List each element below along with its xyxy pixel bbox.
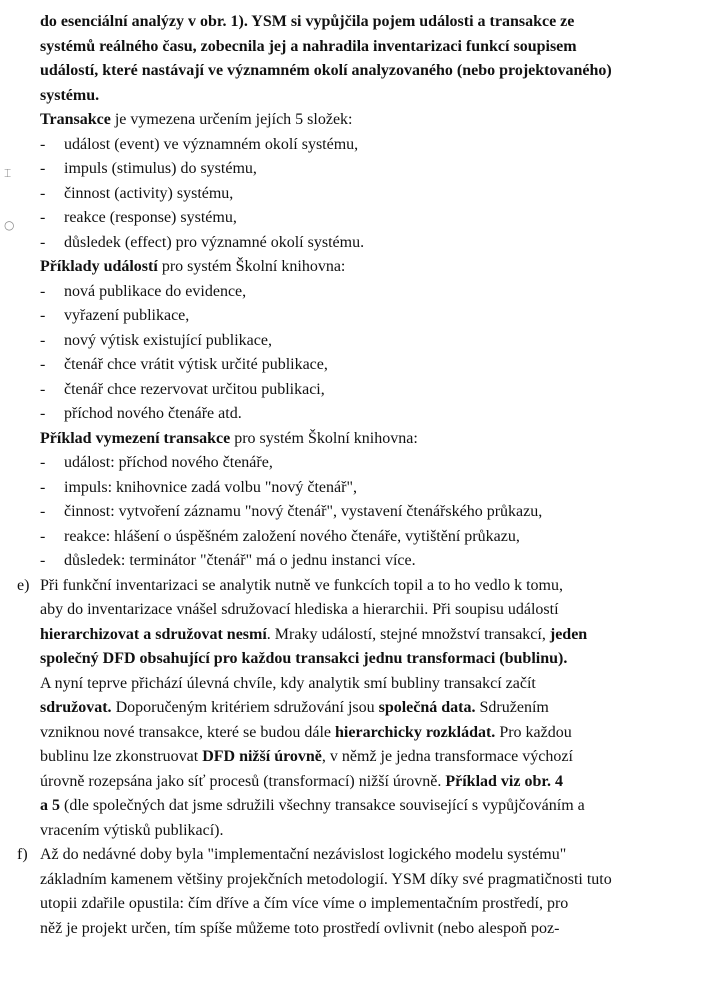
- section-e-line: [40, 696, 704, 721]
- list-item-text: událost (event) ve významném okolí systému,: [64, 135, 359, 153]
- text-run: systému.: [40, 86, 100, 104]
- text-run: , v němž je jedna transformace výchozí: [321, 748, 573, 765]
- margin-mark-icon: ⌶: [4, 166, 12, 180]
- text-run: systémů reálného času, zobecnila jej a nahradila inventarizaci funkcí soupisem: [40, 37, 577, 55]
- section-e-line: [40, 819, 704, 844]
- list-item: [40, 329, 704, 354]
- text-run: Až do nedávné doby byla "implementační nezávislost logického modelu systému": [40, 846, 567, 863]
- list-dash: -: [40, 405, 46, 422]
- text-run: Příklady událostí: [40, 258, 158, 275]
- vymezeni-heading: [40, 427, 704, 452]
- text-run: společný DFD obsahující pro každou transakci jednu transformaci (bublinu).: [40, 650, 568, 667]
- list-item-text: důsledek (effect) pro významné okolí systému.: [64, 233, 365, 251]
- section-e-marker: e): [17, 576, 30, 594]
- text-run: Transakce: [40, 111, 111, 128]
- text-run: (dle společných dat jsme sdružili všechny transakce související s vypůjčováním a: [60, 797, 585, 814]
- section-f-marker: f): [17, 846, 28, 863]
- list-item-text: událost: příchod nového čtenáře,: [64, 454, 273, 471]
- list-item-text: čtenář chce vrátit výtisk určité publikace,: [64, 356, 328, 373]
- list-dash: -: [40, 356, 46, 373]
- list-item-text: činnost (activity) systému,: [64, 184, 234, 202]
- list-item-text: impuls: knihovnice zadá volbu "nový čtenář",: [64, 478, 357, 496]
- list-dash: -: [40, 527, 46, 545]
- text-run: Příklad vymezení transakce: [40, 429, 231, 447]
- list-item: [40, 525, 704, 550]
- text-run: A nyní teprve přichází úlevná chvíle, kdy analytik smí bubliny transakcí začít: [40, 674, 536, 692]
- list-item: [40, 451, 704, 476]
- section-e-line: [40, 647, 704, 672]
- list-dash: -: [40, 160, 46, 177]
- text-run: Sdružením: [475, 699, 549, 716]
- section-e-line: [40, 745, 704, 770]
- list-item-text: reakce (response) systému,: [64, 209, 237, 226]
- intro-line: [40, 10, 704, 35]
- list-item: [40, 378, 704, 403]
- text-run: úrovně rozepsána jako síť procesů (transformací) nižší úrovně.: [40, 772, 446, 790]
- section-f-line: [40, 868, 704, 893]
- text-run: aby do inventarizace vnášel sdružovací hlediska a hierarchii. Při soupisu událostí: [40, 601, 559, 618]
- section-e-line: [40, 623, 704, 648]
- list-dash: -: [40, 552, 46, 569]
- section-e-line: [40, 794, 704, 819]
- list-dash: -: [40, 503, 46, 520]
- list-item-text: činnost: vytvoření záznamu "nový čtenář", vystavení čtenářského průkazu,: [64, 503, 543, 520]
- list-item: [40, 500, 704, 525]
- list-item: [40, 231, 704, 256]
- text-run: sdružovat.: [40, 699, 112, 716]
- section-f-line: [40, 892, 704, 917]
- text-run: společná data.: [378, 699, 476, 716]
- text-run: je vymezena určením jejích 5 složek:: [110, 111, 353, 128]
- list-dash: -: [40, 380, 46, 398]
- section-f-line: [40, 917, 704, 942]
- section-e-line: [40, 672, 704, 697]
- text-run: Příklad viz obr. 4: [445, 772, 563, 790]
- list-item: [40, 402, 704, 427]
- list-item: [40, 353, 704, 378]
- list-item-text: nový výtisk existující publikace,: [64, 331, 272, 349]
- intro-line: [40, 59, 704, 84]
- text-run: vracením výtisků publikací).: [40, 821, 224, 839]
- list-item-text: reakce: hlášení o úspěšném založení nového čtenáře, vytištění průkazu,: [64, 527, 520, 545]
- list-item: [40, 182, 704, 207]
- list-item-text: vyřazení publikace,: [64, 307, 190, 324]
- text-run: něž je projekt určen, tím spíše můžeme toto prostředí ovlivnit (nebo alespoň poz-: [40, 919, 560, 937]
- text-run: základním kamenem většiny projekčních metodologií. YSM díky své pragmatičnosti tuto: [40, 870, 612, 888]
- list-item: [40, 206, 704, 231]
- text-run: jeden: [549, 625, 588, 643]
- list-item-text: nová publikace do evidence,: [64, 282, 247, 300]
- list-dash: -: [40, 209, 46, 226]
- text-run: Pro každou: [495, 723, 572, 741]
- list-item: [40, 549, 704, 574]
- section-e-line: [40, 574, 704, 599]
- list-dash: -: [40, 135, 46, 153]
- text-run: Doporučeným kritériem sdružování jsou: [111, 699, 379, 716]
- list-dash: -: [40, 478, 46, 496]
- list-item-text: čtenář chce rezervovat určitou publikaci,: [64, 380, 325, 398]
- priklady-heading: [40, 255, 704, 280]
- text-run: bublinu lze zkonstruovat: [40, 748, 203, 765]
- list-dash: -: [40, 184, 46, 202]
- section-e-line: [40, 721, 704, 746]
- section-e-line: [40, 598, 704, 623]
- list-dash: -: [40, 307, 46, 324]
- list-item: [40, 476, 704, 501]
- text-run: událostí, které nastávají ve významném okolí analyzovaného (nebo projektovaného): [40, 62, 612, 79]
- section-f-line: [40, 843, 704, 868]
- list-dash: -: [40, 331, 46, 349]
- list-item-text: příchod nového čtenáře atd.: [64, 405, 242, 422]
- list-item-text: impuls (stimulus) do systému,: [64, 160, 257, 177]
- intro-line: [40, 84, 704, 109]
- text-run: DFD nižší úrovně: [202, 748, 322, 765]
- text-run: do esenciální analýzy v obr. 1). YSM si vypůjčila pojem události a transakce ze: [40, 13, 575, 30]
- list-item: [40, 280, 704, 305]
- list-item-text: důsledek: terminátor "čtenář" má o jednu instanci více.: [64, 552, 416, 569]
- text-run: hierarchicky rozkládat.: [335, 723, 496, 741]
- list-item: [40, 304, 704, 329]
- list-item: [40, 133, 704, 158]
- text-run: . Mraky událostí, stejné množství transakcí,: [266, 625, 550, 643]
- text-run: pro systém Školní knihovna:: [230, 429, 418, 447]
- text-run: hierarchizovat a sdružovat nesmí: [40, 625, 267, 643]
- intro-line: [40, 35, 704, 60]
- transakce-heading: [40, 108, 704, 133]
- list-dash: -: [40, 454, 46, 471]
- text-run: pro systém Školní knihovna:: [157, 258, 346, 275]
- list-dash: -: [40, 282, 46, 300]
- list-item: [40, 157, 704, 182]
- text-run: vzniknou nové transakce, které se budou dále: [40, 723, 336, 741]
- text-run: Při funkční inventarizaci se analytik nutně ve funkcích topil a to ho vedlo k tomu,: [40, 576, 563, 594]
- section-e-line: [40, 770, 704, 795]
- margin-circle-icon: ○: [4, 218, 15, 232]
- list-dash: -: [40, 233, 46, 251]
- text-run: utopii zdařile opustila: čím dříve a čím více víme o implementačním prostředí, pro: [40, 895, 569, 912]
- text-run: a 5: [40, 797, 60, 814]
